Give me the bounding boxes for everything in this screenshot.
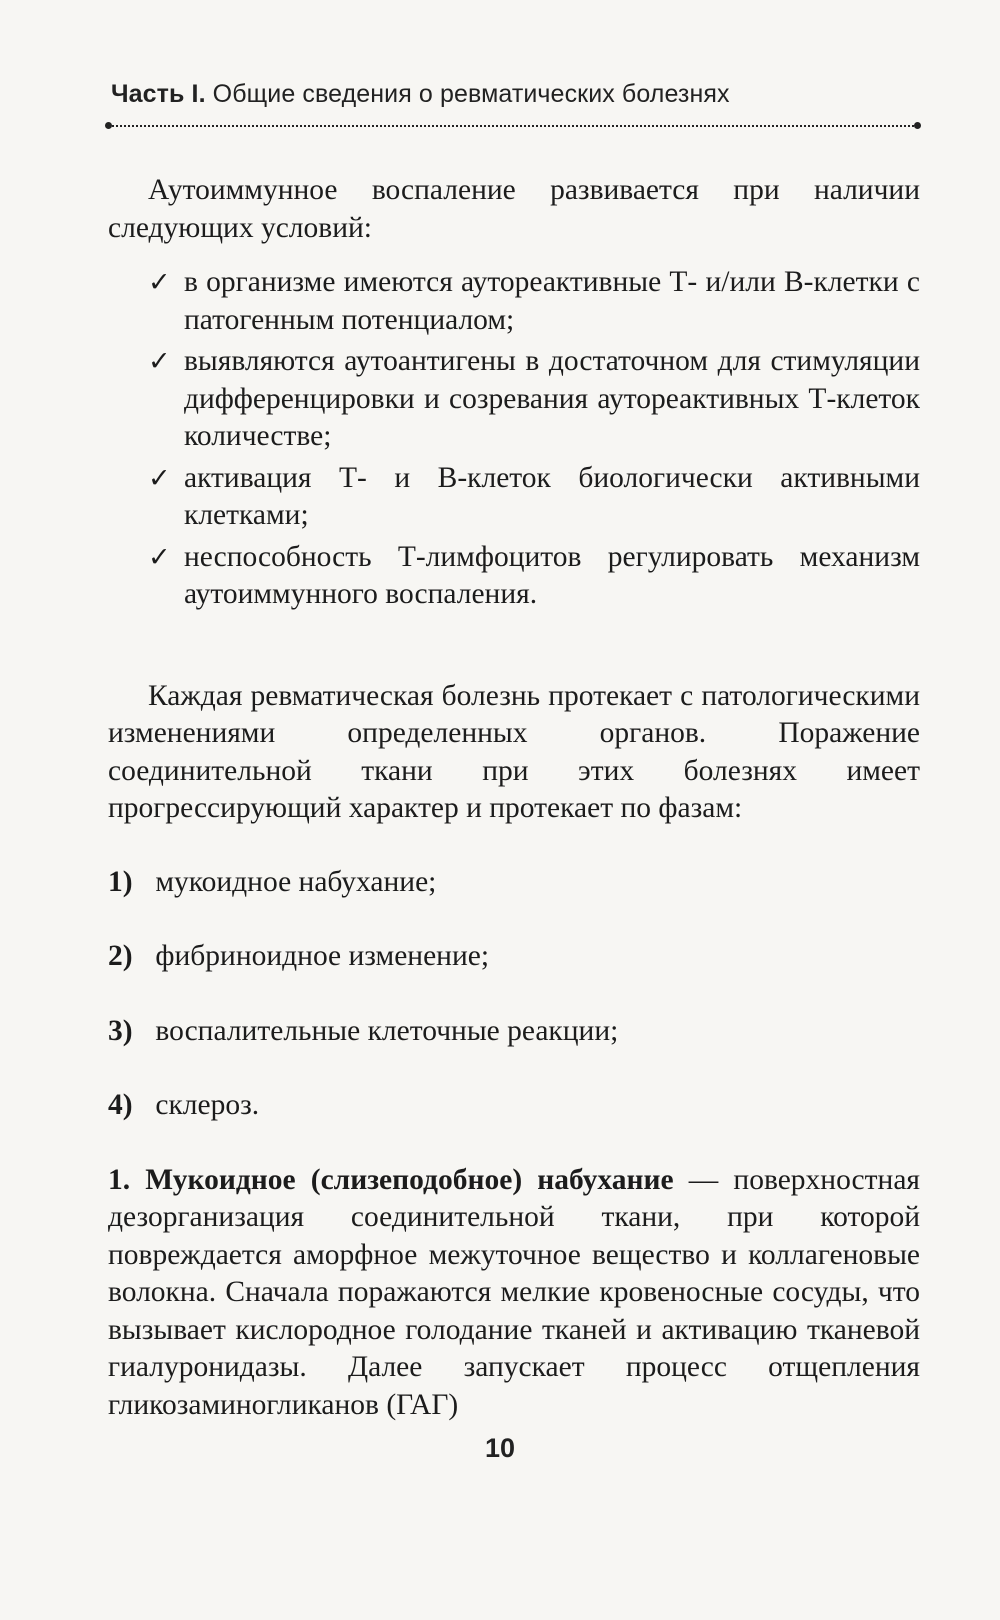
phase-number: 2) xyxy=(108,940,133,972)
condition-item xyxy=(108,460,920,535)
condition-item xyxy=(108,264,920,339)
page-number: 10 xyxy=(484,1433,516,1463)
phase-number: 1) xyxy=(108,865,133,898)
phases-list xyxy=(108,864,920,1125)
header-title: Общие сведения о ревматических болезнях xyxy=(212,80,730,108)
section-paragraph xyxy=(108,1162,920,1425)
checkmark-icon: ✓ xyxy=(148,462,171,494)
header-divider xyxy=(108,125,918,127)
checkmark-icon: ✓ xyxy=(148,346,171,377)
condition-text: выявляются аутоантигены в достаточном для стимуляции дифференцировки и созревания аутореактивных Т-клеток количестве; xyxy=(184,345,920,452)
phase-number: 3) xyxy=(108,1014,133,1047)
section-text: — поверхностная дезорганизация соединительной ткани, при которой повреждается аморфное межуточное вещество и коллагеновые волокна. Сначала поражаются мелкие кровеносные сосуды, что вызывает кислородное голодание тканей и активацию тканевой гиалуронидазы. Далее запускает процесс отщепления гликозаминогликанов (ГАГ) xyxy=(108,1163,920,1421)
divider-dot-right xyxy=(914,122,921,129)
divider-dot-left xyxy=(105,122,112,129)
header-part: Часть I. xyxy=(111,80,206,108)
checkmark-icon: ✓ xyxy=(148,541,171,573)
main-text xyxy=(108,172,920,1424)
phase-item xyxy=(108,1013,920,1051)
phase-number: 4) xyxy=(108,1089,133,1121)
phase-item xyxy=(108,864,920,902)
phase-text: фибриноидное изменение; xyxy=(155,940,490,972)
phase-text: склероз. xyxy=(155,1089,260,1121)
phase-text: мукоидное набухание; xyxy=(155,865,437,898)
phases-intro-paragraph: Каждая ревматическая болезнь протекает с патологическими изменениями определенных органов. Поражение соединительной ткани при этих болезнях имеет прогрессирующий характер и протекает по фазам: xyxy=(108,679,920,824)
condition-text: неспособность Т-лимфоцитов регулировать механизм аутоиммунного воспаления. xyxy=(184,540,920,610)
condition-item xyxy=(108,343,920,456)
conditions-list xyxy=(108,264,920,614)
condition-item xyxy=(108,539,920,614)
condition-text: активация Т- и В-клеток биологически активными клетками; xyxy=(184,461,920,531)
phase-item xyxy=(108,938,920,976)
phase-item xyxy=(108,1087,920,1125)
condition-text: в организме имеются аутореактивные Т- и/или В-клетки с патогенным потенциалом; xyxy=(184,266,920,336)
intro-paragraph: Аутоиммунное воспаление развивается при наличии следующих условий: xyxy=(108,174,920,244)
section-term: 1. Мукоидное (слизеподобное) набухание xyxy=(108,1163,674,1196)
phase-text: воспалительные клеточные реакции; xyxy=(155,1014,619,1047)
checkmark-icon: ✓ xyxy=(148,267,171,298)
running-header xyxy=(111,80,730,109)
